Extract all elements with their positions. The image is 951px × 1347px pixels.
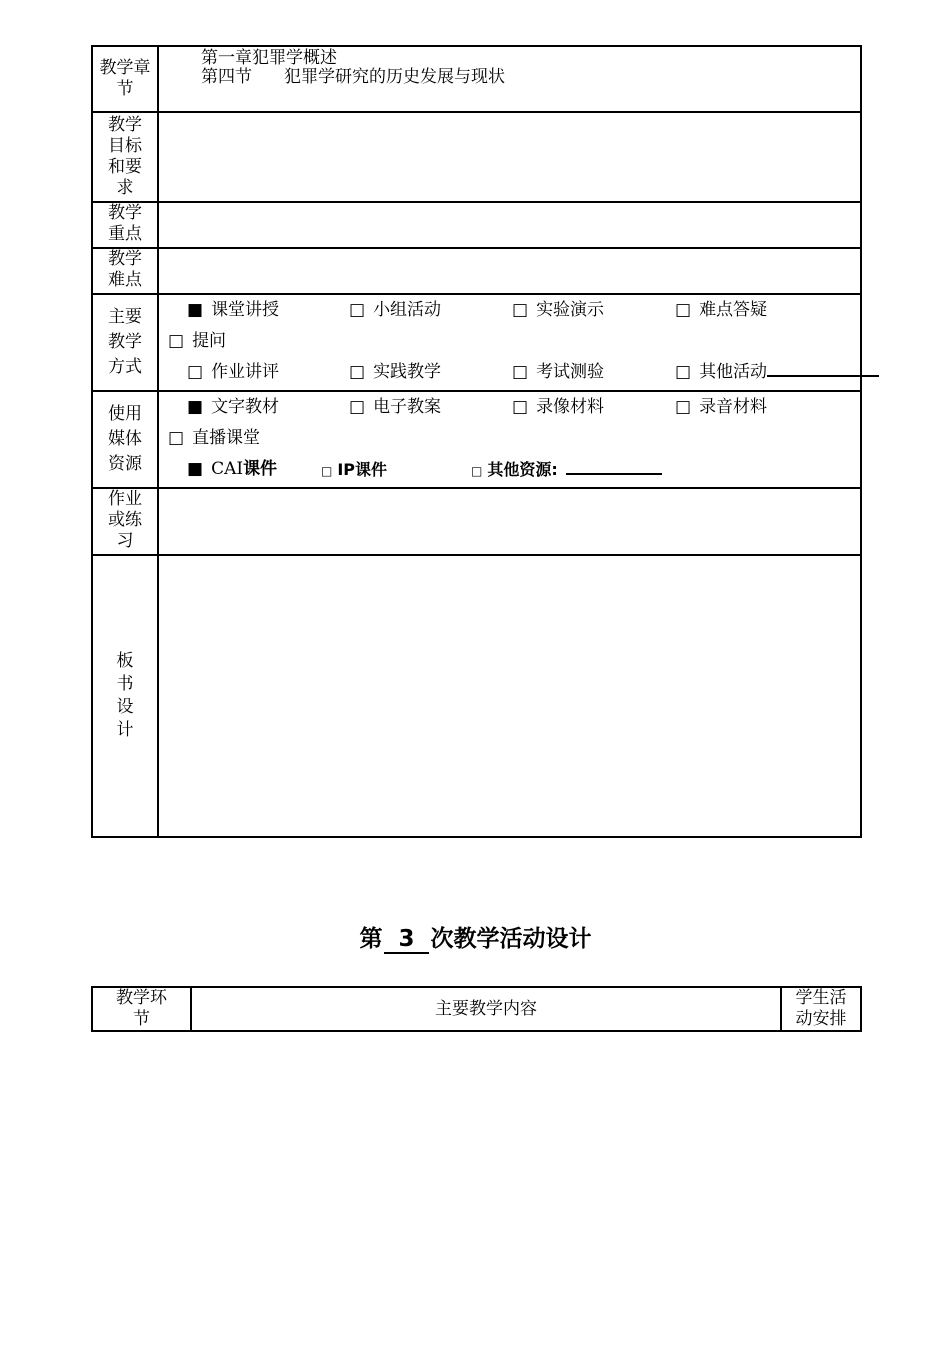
option-ip-courseware[interactable]: □ IP课件 [321,454,387,487]
option-cai-courseware[interactable]: ■ CAI课件 [187,454,277,485]
unchecked-box-icon: □ [349,362,366,382]
chapter-label: 教学章节 [99,58,151,99]
col-teaching-stage: 教学环节 [92,987,191,1031]
unchecked-box-icon: □ [168,428,185,448]
media-options-cell [158,391,861,488]
col-main-content: 主要教学内容 [191,987,781,1031]
key-points-content [158,202,861,248]
difficulties-content [158,248,861,294]
objectives-label: 教学目标和要求 [108,115,142,198]
key-points-label-cell [92,202,158,248]
option-other-activity[interactable]: □ 其他活动 [675,357,879,388]
activity-number: 3 [384,926,428,954]
unchecked-box-icon: □ [512,397,529,417]
methods-label: 主要教学方式 [108,307,142,377]
checked-box-icon: ■ [187,300,204,320]
unchecked-box-icon: □ [675,300,692,320]
option-difficulty-qa[interactable]: □ 难点答疑 [675,295,767,326]
unchecked-box-icon: □ [349,300,366,320]
unchecked-box-icon: □ [471,464,483,478]
checked-box-icon: ■ [187,459,204,479]
unchecked-box-icon: □ [512,300,529,320]
other-resources-blank[interactable] [566,457,662,475]
key-points-label: 教学重点 [108,203,142,244]
chapter-title: 第一章犯罪学概述 [201,48,337,68]
unchecked-box-icon: □ [675,362,692,382]
unchecked-box-icon: □ [321,464,333,478]
objectives-content [158,112,861,202]
unchecked-box-icon: □ [187,362,204,382]
col-student-activity: 学生活动安排 [781,987,861,1031]
media-label: 使用媒体资源 [108,404,142,474]
section-number: 第四节 [201,67,252,87]
board-label-cell [92,555,158,837]
difficulties-label-cell [92,248,158,294]
option-other-resources[interactable]: □ 其他资源: [471,454,662,487]
unchecked-box-icon: □ [168,331,185,351]
unchecked-box-icon: □ [675,397,692,417]
board-content [158,555,861,837]
option-practice-teaching[interactable]: □ 实践教学 [349,357,441,388]
option-experiment-demo[interactable]: □ 实验演示 [512,295,604,326]
unchecked-box-icon: □ [349,397,366,417]
activity-design-heading: 第 3 次教学活动设计 [359,926,592,952]
option-electronic-plan[interactable]: □ 电子教案 [349,392,441,423]
homework-label-cell [92,488,158,555]
media-label-cell [92,391,158,488]
activity-table [91,986,862,1032]
section-title: 犯罪学研究的历史发展与现状 [284,67,505,87]
option-lecture[interactable]: ■ 课堂讲授 [187,295,279,326]
other-activity-blank[interactable] [767,359,879,377]
option-audio-materials[interactable]: □ 录音材料 [675,392,767,423]
option-text-materials[interactable]: ■ 文字教材 [187,392,279,423]
methods-options-cell [158,294,861,391]
option-group-activity[interactable]: □ 小组活动 [349,295,441,326]
objectives-label-cell [92,112,158,202]
checked-box-icon: ■ [187,397,204,417]
chapter-content-cell [158,46,861,112]
board-label: 板书设计 [116,651,134,740]
unchecked-box-icon: □ [512,362,529,382]
difficulties-label: 教学难点 [108,249,142,290]
lesson-plan-table [91,45,862,838]
option-live-classroom[interactable]: □ 直播课堂 [168,423,260,454]
homework-content [158,488,861,555]
option-exam-test[interactable]: □ 考试测验 [512,357,604,388]
homework-label: 作业或练习 [108,489,142,551]
methods-label-cell [92,294,158,391]
option-homework-review[interactable]: □ 作业讲评 [187,357,279,388]
chapter-label-cell [92,46,158,112]
option-video-materials[interactable]: □ 录像材料 [512,392,604,423]
option-questioning[interactable]: □ 提问 [168,326,226,357]
